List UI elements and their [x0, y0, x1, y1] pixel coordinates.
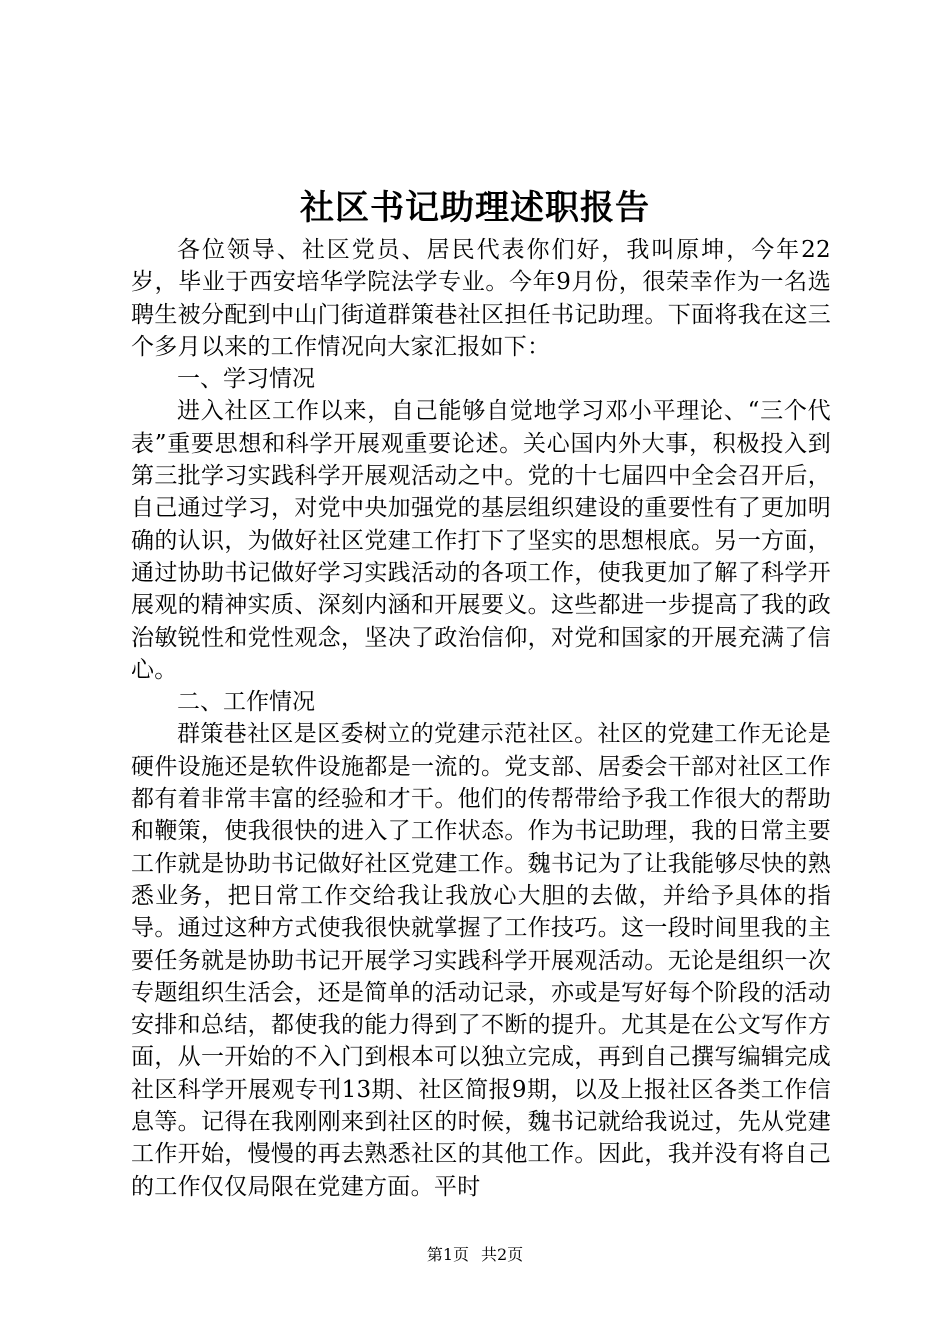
- document-title: 社区书记助理述职报告: [300, 188, 650, 228]
- page-number: 第1页: [426, 1245, 469, 1264]
- intro-paragraph: 各位领导、社区党员、居民代表你们好，我叫原坤，今年22岁，毕业于西安培华学院法学专业。今年9月份，很荣幸作为一名选聘生被分配到中山门街道群策巷社区担任书记助理。下面将我在这三个多月以来的工作情况向大家汇报如下：: [131, 237, 831, 360]
- study-paragraph: 进入社区工作以来，自己能够自觉地学习邓小平理论、“三个代表”重要思想和科学开展观重要论述。关心国内外大事，积极投入到第三批学习实践科学开展观活动之中。党的十七届四中全会召开后，自己通过学习，对党中央加强党的基层组织建设的重要性有了更加明确的认识，为做好社区党建工作打下了坚实的思想根底。另一方面，通过协助书记做好学习实践活动的各项工作，使我更加了解了科学开展观的精神实质、深刻内涵和开展要义。这些都进一步提高了我的政治敏锐性和党性观念，坚决了政治信仰，对党和国家的开展充满了信心。: [131, 398, 831, 683]
- page-total: 共2页: [481, 1245, 524, 1264]
- document-body: [131, 234, 831, 1203]
- section-heading-study: 一、学习情况: [177, 366, 315, 393]
- work-paragraph: 群策巷社区是区委树立的党建示范社区。社区的党建工作无论是硬件设施还是软件设施都是一流的。党支部、居委会干部对社区工作都有着非常丰富的经验和才干。他们的传帮带给予我工作很大的帮助和鞭策，使我很快的进入了工作状态。作为书记助理，我的日常主要工作就是协助书记做好社区党建工作。魏书记为了让我能够尽快的熟悉业务，把日常工作交给我让我放心大胆的去做，并给予具体的指导。通过这种方式使我很快就掌握了工作技巧。这一段时间里我的主要任务就是协助书记开展学习实践科学开展观活动。无论是组织一次专题组织生活会，还是简单的活动记录，亦或是写好每个阶段的活动安排和总结，都使我的能力得到了不断的提升。尤其是在公文写作方面，从一开始的不入门到根本可以独立完成，再到自己撰写编辑完成社区科学开展观专刊13期、社区简报9期，以及上报社区各类工作信息等。记得在我刚刚来到社区的时候，魏书记就给我说过，先从党建工作开始，慢慢的再去熟悉社区的其他工作。因此，我并没有将自己的工作仅仅局限在党建方面。平时: [131, 721, 831, 1200]
- page-footer: [0, 1245, 950, 1265]
- section-heading-work: 二、工作情况: [177, 689, 315, 716]
